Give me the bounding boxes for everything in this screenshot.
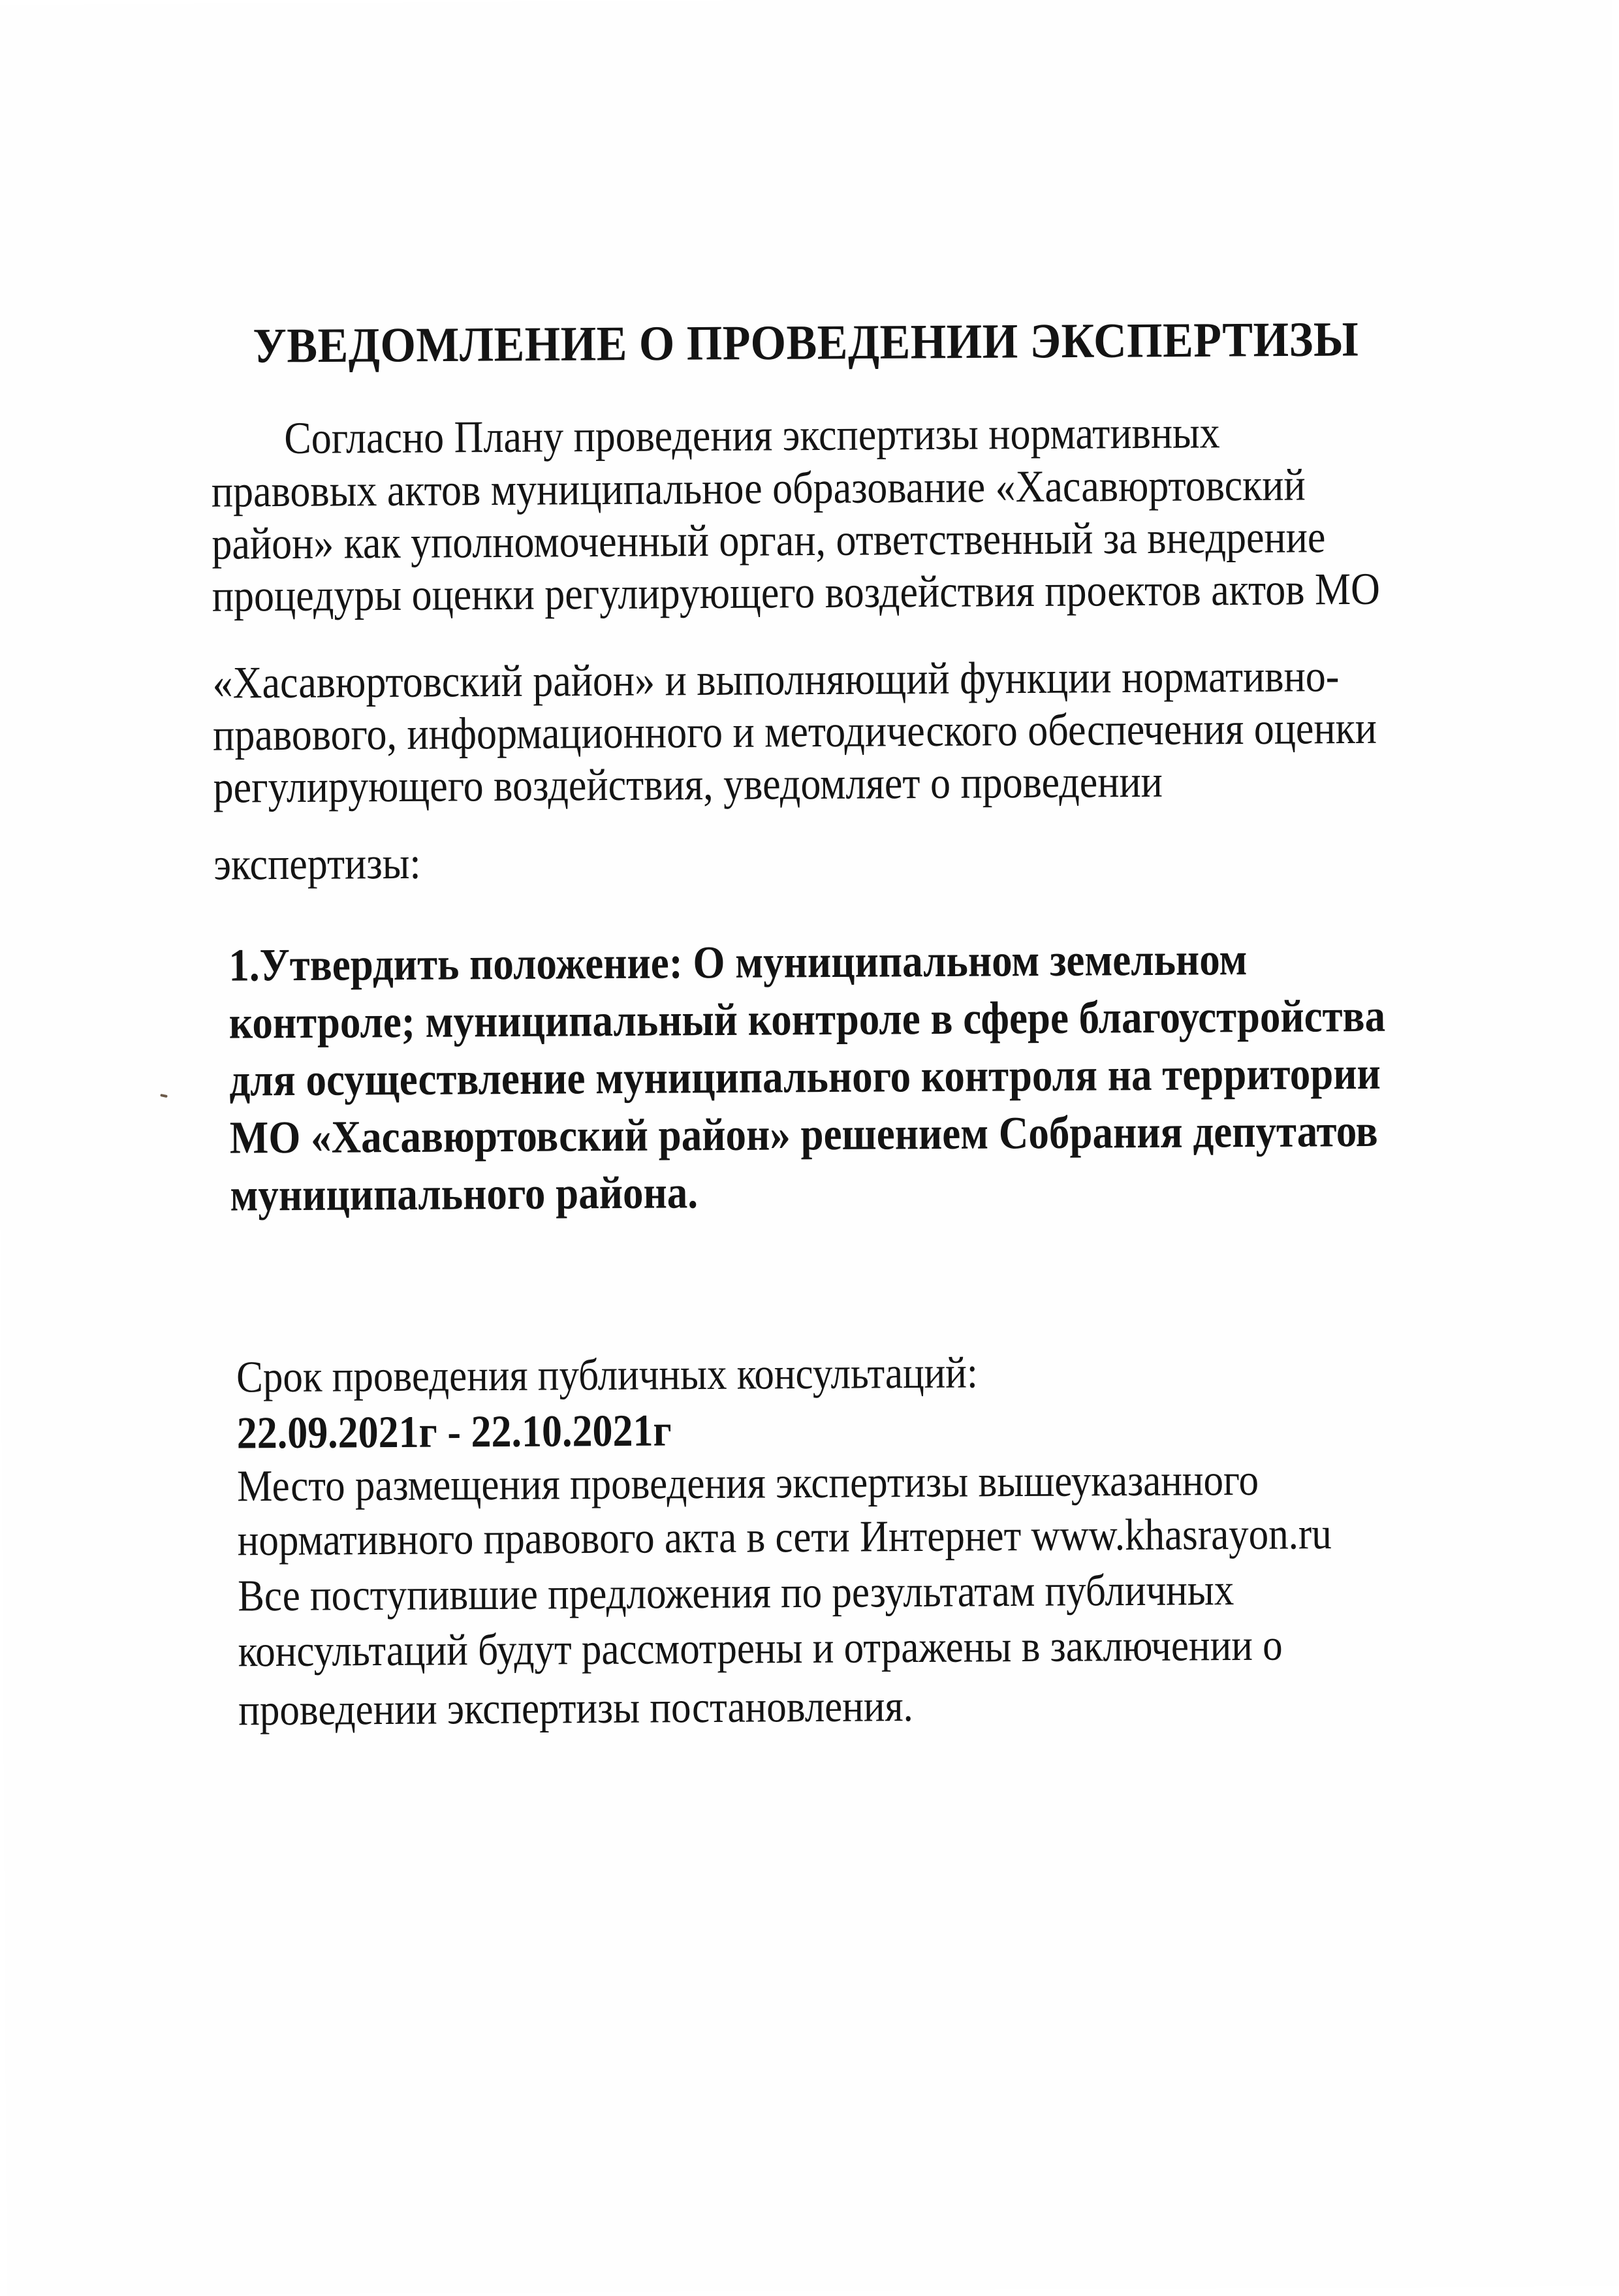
item-line: муниципального района. [230,1166,699,1221]
placement-line: нормативного правового акта в сети Интернет www.khasrayon.ru [237,1509,1332,1566]
item-line: для осуществление муниципального контроля на территории [229,1047,1381,1106]
intro-line: район» как уполномоченный орган, ответственный за внедрение [212,512,1326,569]
consultation-dates: 22.09.2021г - 22.10.2021г [236,1405,672,1459]
scan-speck [160,1094,168,1098]
placement-line: консультаций будут рассмотрены и отражены в заключении о [238,1621,1283,1677]
placement-line: Место размещения проведения экспертизы вышеуказанного [236,1456,1259,1512]
intro-line: Согласно Плану проведения экспертизы нормативных [284,407,1220,464]
item-line: контроле; муниципальный контроле в сфере благоустройства [228,990,1386,1049]
consultation-label: Срок проведения публичных консультаций: [236,1348,979,1403]
intro-line: правового, информационного и методического обеспечения оценки [212,703,1377,761]
intro-line: «Хасавюртовский район» и выполняющий функции нормативно- [212,651,1340,709]
placement-line: проведении экспертизы постановления. [238,1682,914,1736]
item-line: 1.Утвердить положение: О муниципальном земельном [228,933,1248,991]
document-title: УВЕДОМЛЕНИЕ О ПРОВЕДЕНИИ ЭКСПЕРТИЗЫ [253,312,1359,374]
item-line: МО «Хасавюртовский район» решением Собрания депутатов [229,1105,1378,1164]
intro-line: процедуры оценки регулирующего воздействия проектов актов МО [212,564,1381,622]
intro-line: экспертизы: [213,838,421,890]
intro-line: правовых актов муниципальное образование «Хасавюртовский [211,460,1306,517]
placement-line: Все поступившие предложения по результатам публичных [237,1565,1234,1621]
intro-line: регулирующего воздействия, уведомляет о проведении [213,757,1163,813]
